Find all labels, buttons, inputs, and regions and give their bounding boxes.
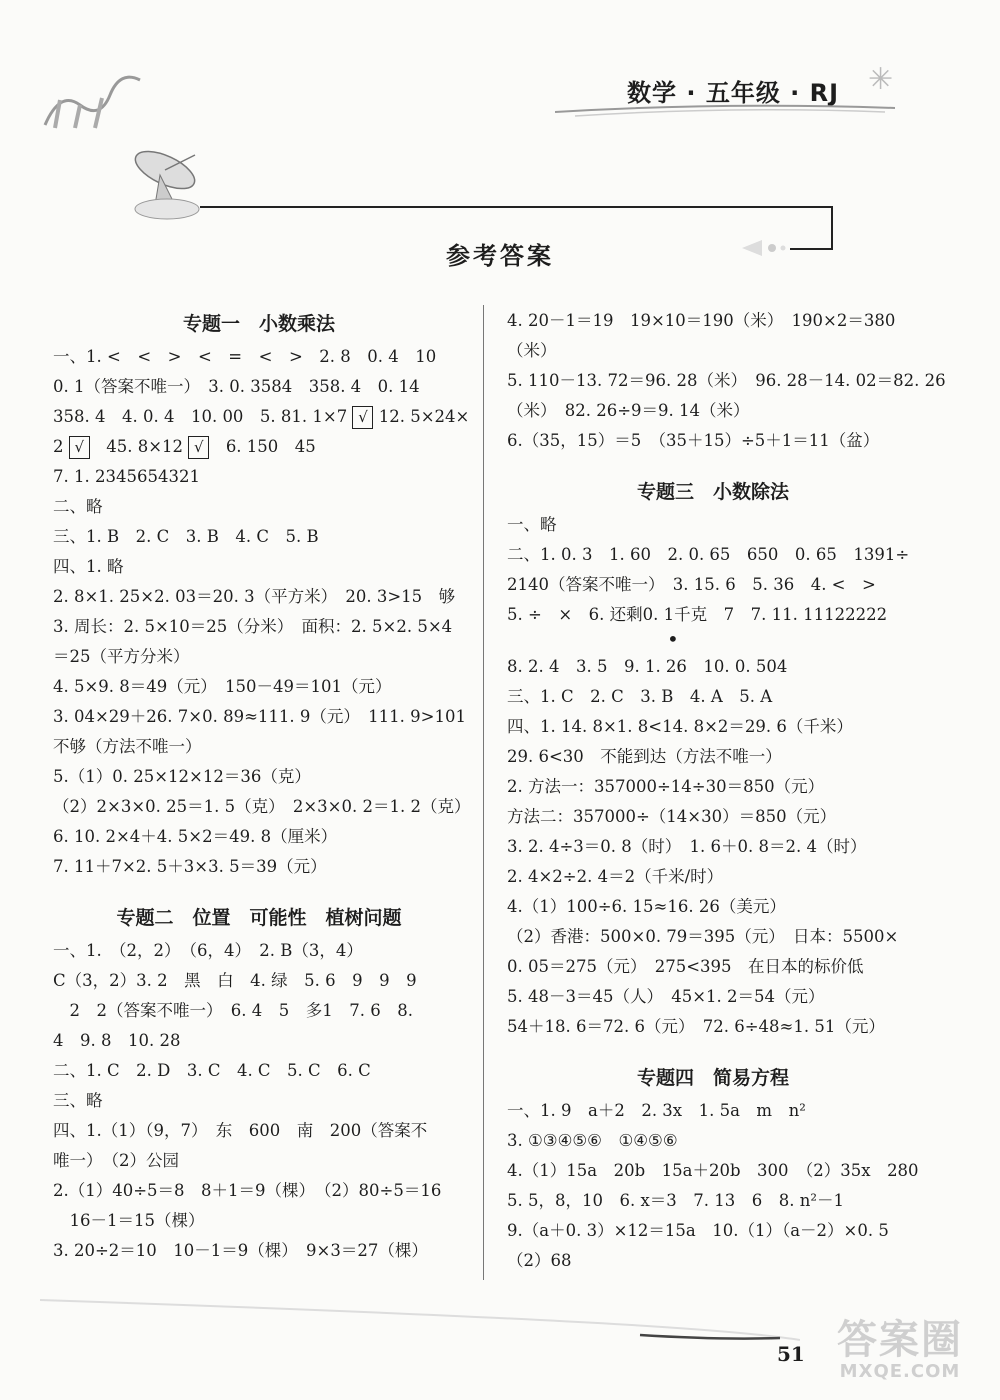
- answer-line: 四、1. 略: [53, 557, 124, 576]
- watermark-logo: [820, 1318, 980, 1382]
- answer-line: [53, 432, 465, 462]
- answer-line: 三、1. C 2. C 3. B 4. A 5. A: [507, 687, 773, 706]
- section-title: 专题三 小数除法: [636, 481, 789, 503]
- answer-line: 0. 05＝275（元） 275<395 在日本的标价低: [507, 957, 864, 976]
- answer-line: （米）: [507, 341, 557, 360]
- answer-line: 6. 10. 2×4＋4. 5×2＝49. 8（厘米）: [53, 827, 338, 846]
- answer-line: 一、略: [507, 515, 557, 534]
- answer-line: 4.（1）15a 20b 15a＋20b 300 （2）35x 280: [507, 1161, 919, 1180]
- answer-line: （2）2×3×0. 25＝1. 5（克） 2×3×0. 2＝1. 2（克）: [53, 797, 471, 816]
- satellite-dish-icon: [125, 135, 215, 225]
- answer-line: 5. 48－3＝45（人） 45×1. 2＝54（元）: [507, 987, 825, 1006]
- answer-line: 3. 20÷2＝10 10－1＝9（棵） 9×3＝27（棵）: [53, 1241, 428, 1260]
- answer-line: 方法二：357000÷（14×30）＝850（元）: [507, 807, 837, 826]
- answer-text: 6. 150 45: [209, 437, 316, 456]
- answer-line: 4 9. 8 10. 28: [53, 1031, 181, 1050]
- answer-line: 三、1. B 2. C 3. B 4. C 5. B: [53, 527, 319, 546]
- answer-line: 不够（方法不唯一）: [53, 737, 202, 756]
- answer-line: 3. 周长：2. 5×10＝25（分米） 面积：2. 5×2. 5×4: [53, 617, 453, 636]
- answer-line: 9.（a＋0. 3）×12＝15a 10.（1）（a－2）×0. 5: [507, 1221, 889, 1240]
- page-number: 51: [777, 1342, 805, 1366]
- answer-line: 2. 4×2÷2. 4＝2（千米/时）: [507, 867, 724, 886]
- answer-line: （2）68: [507, 1251, 572, 1270]
- answer-line: 5. 110－13. 72＝96. 28（米） 96. 28－14. 02＝82. 26: [507, 371, 946, 390]
- answer-line: 5. 5，8，10 6. x＝3 7. 13 6 8. n²－1: [507, 1191, 844, 1210]
- answer-line: 四、1. 14. 8×1. 8<14. 8×2＝29. 6（千米）: [507, 717, 853, 736]
- answer-line: 4. 5×9. 8＝49（元） 150－49＝101（元）: [53, 677, 392, 696]
- answer-line: 29. 6<30 不能到达（方法不唯一）: [507, 747, 782, 766]
- answer-line: 唯一） （2）公园: [53, 1151, 179, 1170]
- star-icon: ✳: [868, 62, 894, 97]
- answer-line: 7. 1. 2345654321: [53, 467, 200, 486]
- section-title: 专题二 位置 可能性 植树问题: [116, 907, 402, 929]
- answer-line: 3. 2. 4÷3＝0. 8（时） 1. 6＋0. 8＝2. 4（时）: [507, 837, 867, 856]
- answer-line: 7. 11＋7×2. 5＋3×3. 5＝39（元）: [53, 857, 327, 876]
- section-gap: [507, 456, 919, 474]
- answer-line: （米） 82. 26÷9＝9. 14（米）: [507, 401, 750, 420]
- answer-line: 2.（1）40÷5＝8 8＋1＝9（棵） （2）80÷5＝16: [53, 1181, 442, 1200]
- answer-line: （2）香港：500×0. 79＝395（元） 日本：5500×: [507, 927, 899, 946]
- answer-line: 一、1. （2，2） （6，4） 2. B（3，4）: [53, 941, 363, 960]
- column-divider: [483, 305, 484, 1280]
- answer-line: 2 2（答案不唯一） 6. 4 5 多1 7. 6 8.: [53, 1001, 413, 1020]
- answer-line: 3. 04×29＋26. 7×0. 89≈111. 9（元） 111. 9>101: [53, 707, 466, 726]
- answer-line: 0. 1（答案不唯一） 3. 0. 3584 358. 4 0. 14: [53, 377, 420, 396]
- answer-line: 3. ①③④⑤⑥ ①④⑤⑥: [507, 1131, 678, 1150]
- title-frame-top: [200, 206, 833, 208]
- watermark-url: MXQE.COM: [839, 1361, 961, 1382]
- check-box-icon: √: [69, 436, 90, 459]
- corner-ornament-icon: [40, 70, 150, 130]
- answer-line: [53, 402, 470, 432]
- repeat-dot-icon: •: [667, 627, 679, 651]
- answer-line: 二、1. 0. 3 1. 60 2. 0. 65 650 0. 65 1391÷: [507, 545, 910, 564]
- answer-line: 一、1. < < > < = < > 2. 8 0. 4 10: [53, 347, 437, 366]
- page-title: 参考答案: [446, 242, 554, 270]
- answer-text: 358. 4 4. 0. 4 10. 00 5. 81. 1×7: [53, 407, 353, 426]
- answer-line: C（3，2）3. 2 黑 白 4. 绿 5. 6 9 9 9: [53, 971, 417, 990]
- section-gap: [507, 1042, 919, 1060]
- answer-line: 二、1. C 2. D 3. C 4. C 5. C 6. C: [53, 1061, 371, 1080]
- check-box-icon: √: [188, 436, 209, 459]
- answer-line: 二、略: [53, 497, 103, 516]
- header-swoosh-icon: [555, 100, 895, 120]
- answer-line: 8. 2. 4 3. 5 9. 1. 26 10. 0. 504: [507, 657, 788, 676]
- answer-line: 2140（答案不唯一） 3. 15. 6 5. 36 4. < >: [507, 575, 876, 594]
- answer-line: 5. ÷ × 6. 还剩0. 1千克 7 7. 11. 11122222: [507, 605, 888, 624]
- watermark-text: 答案圈: [837, 1317, 963, 1363]
- answer-line: 4. 20－1＝19 19×10＝190（米） 190×2＝380: [507, 311, 896, 330]
- footer-swoosh-icon: [40, 1290, 800, 1350]
- check-box-icon: √: [352, 406, 373, 429]
- answer-line: 一、1. 9 a＋2 2. 3x 1. 5a m n²: [507, 1101, 806, 1120]
- right-column: [507, 306, 946, 1276]
- section-title: 专题一 小数乘法: [182, 313, 335, 335]
- answer-line: 6.（35，15）＝5 （35＋15）÷5＋1＝11（盆）: [507, 431, 880, 450]
- section-title: 专题四 简易方程: [636, 1067, 789, 1089]
- answer-line: 4.（1）100÷6. 15≈16. 26（美元）: [507, 897, 786, 916]
- answer-text: 2: [53, 437, 69, 456]
- header-subject: 数学 · 五年级 · RJ: [627, 79, 840, 107]
- answer-line: 四、1.（1）（9，7） 东 600 南 200（答案不: [53, 1121, 428, 1140]
- answer-line: 5.（1）0. 25×12×12＝36（克）: [53, 767, 311, 786]
- answer-line: 16－1＝15（棵）: [53, 1211, 205, 1230]
- answer-text: 12. 5×24×: [373, 407, 470, 426]
- answer-line: 2. 方法一：357000÷14÷30＝850（元）: [507, 777, 825, 796]
- answer-line: ＝25（平方分米）: [53, 647, 190, 666]
- section-gap: [53, 882, 465, 900]
- left-column: [53, 306, 471, 1266]
- answer-line: 2. 8×1. 25×2. 03＝20. 3（平方米） 20. 3>15 够: [53, 587, 456, 606]
- repeating-dot-mark: [507, 627, 919, 652]
- answer-line: 54＋18. 6＝72. 6（元） 72. 6÷48≈1. 51（元）: [507, 1017, 885, 1036]
- answer-text: 45. 8×12: [89, 437, 189, 456]
- answer-line: 三、略: [53, 1091, 103, 1110]
